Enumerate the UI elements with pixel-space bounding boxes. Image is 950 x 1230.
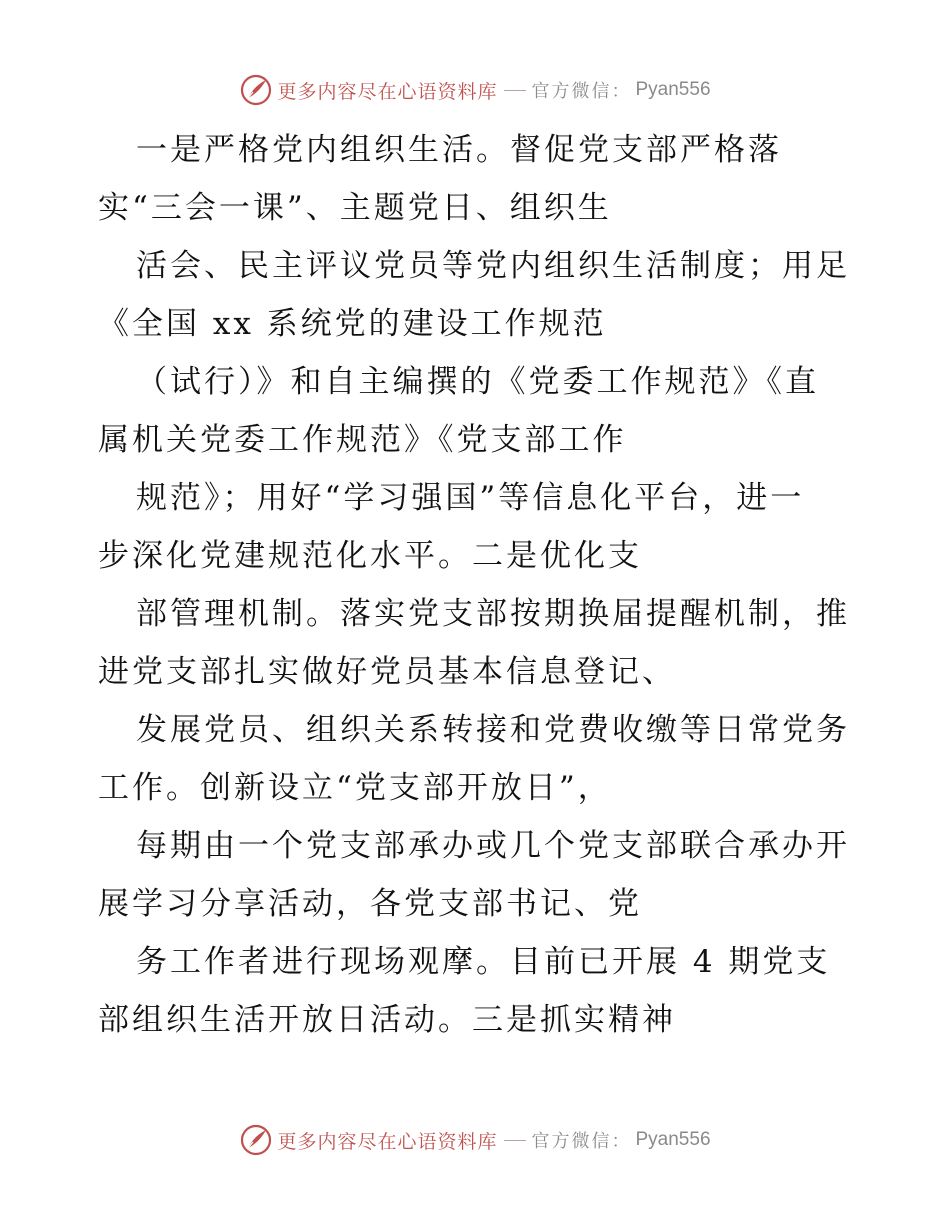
text-line: 活会、民主评议党员等党内组织生活制度；用足 [136, 248, 850, 284]
quill-logo-icon [239, 73, 273, 107]
text-line: 部管理机制。落实党支部按期换届提醒机制，推 [136, 596, 850, 632]
text-line: 部组织生活开放日活动。三是抓实精神 [98, 1002, 676, 1038]
footer-watermark [0, 1120, 950, 1160]
text-line: 每期由一个党支部承办或几个党支部联合承办开 [136, 828, 850, 864]
text-line: 《全国 xx 系统党的建设工作规范 [98, 306, 607, 342]
watermark-official-label: 官方微信： [531, 1131, 632, 1152]
document-body [98, 121, 868, 1049]
text-line: 属机关党委工作规范》《党支部工作 [98, 422, 627, 458]
text-line: 发展党员、组织关系转接和党费收缴等日常党务 [136, 712, 850, 748]
text-line: 规范》；用好“学习强国”等信息化平台，进一 [136, 480, 805, 516]
text-line: 步深化党建规范化水平。二是优化支 [98, 538, 642, 574]
watermark-brand: 更多内容尽在心语资料库 [277, 1130, 498, 1153]
text-line: 展学习分享活动，各党支部书记、党 [98, 886, 642, 922]
text-line: 务工作者进行现场观摩。目前已开展 4 期党支 [136, 944, 831, 980]
header-watermark [0, 70, 950, 110]
text-line: （试行）》和自主编撰的《党委工作规范》《直 [136, 364, 819, 400]
text-line: 工作。创新设立“党支部开放日”， [98, 770, 612, 806]
watermark-brand: 更多内容尽在心语资料库 [277, 80, 498, 103]
text-line: 进党支部扎实做好党员基本信息登记、 [98, 654, 676, 690]
watermark-divider [504, 1140, 526, 1141]
watermark-official-label: 官方微信： [531, 81, 632, 102]
watermark-wechat-id: Pyan556 [635, 1129, 711, 1150]
quill-logo-icon [239, 1123, 273, 1157]
text-line: 一是严格党内组织生活。督促党支部严格落 [136, 132, 782, 168]
text-line: 实“三会一课”、主题党日、组织生 [98, 190, 612, 226]
watermark-divider [504, 90, 526, 91]
watermark-wechat-id: Pyan556 [635, 79, 711, 100]
